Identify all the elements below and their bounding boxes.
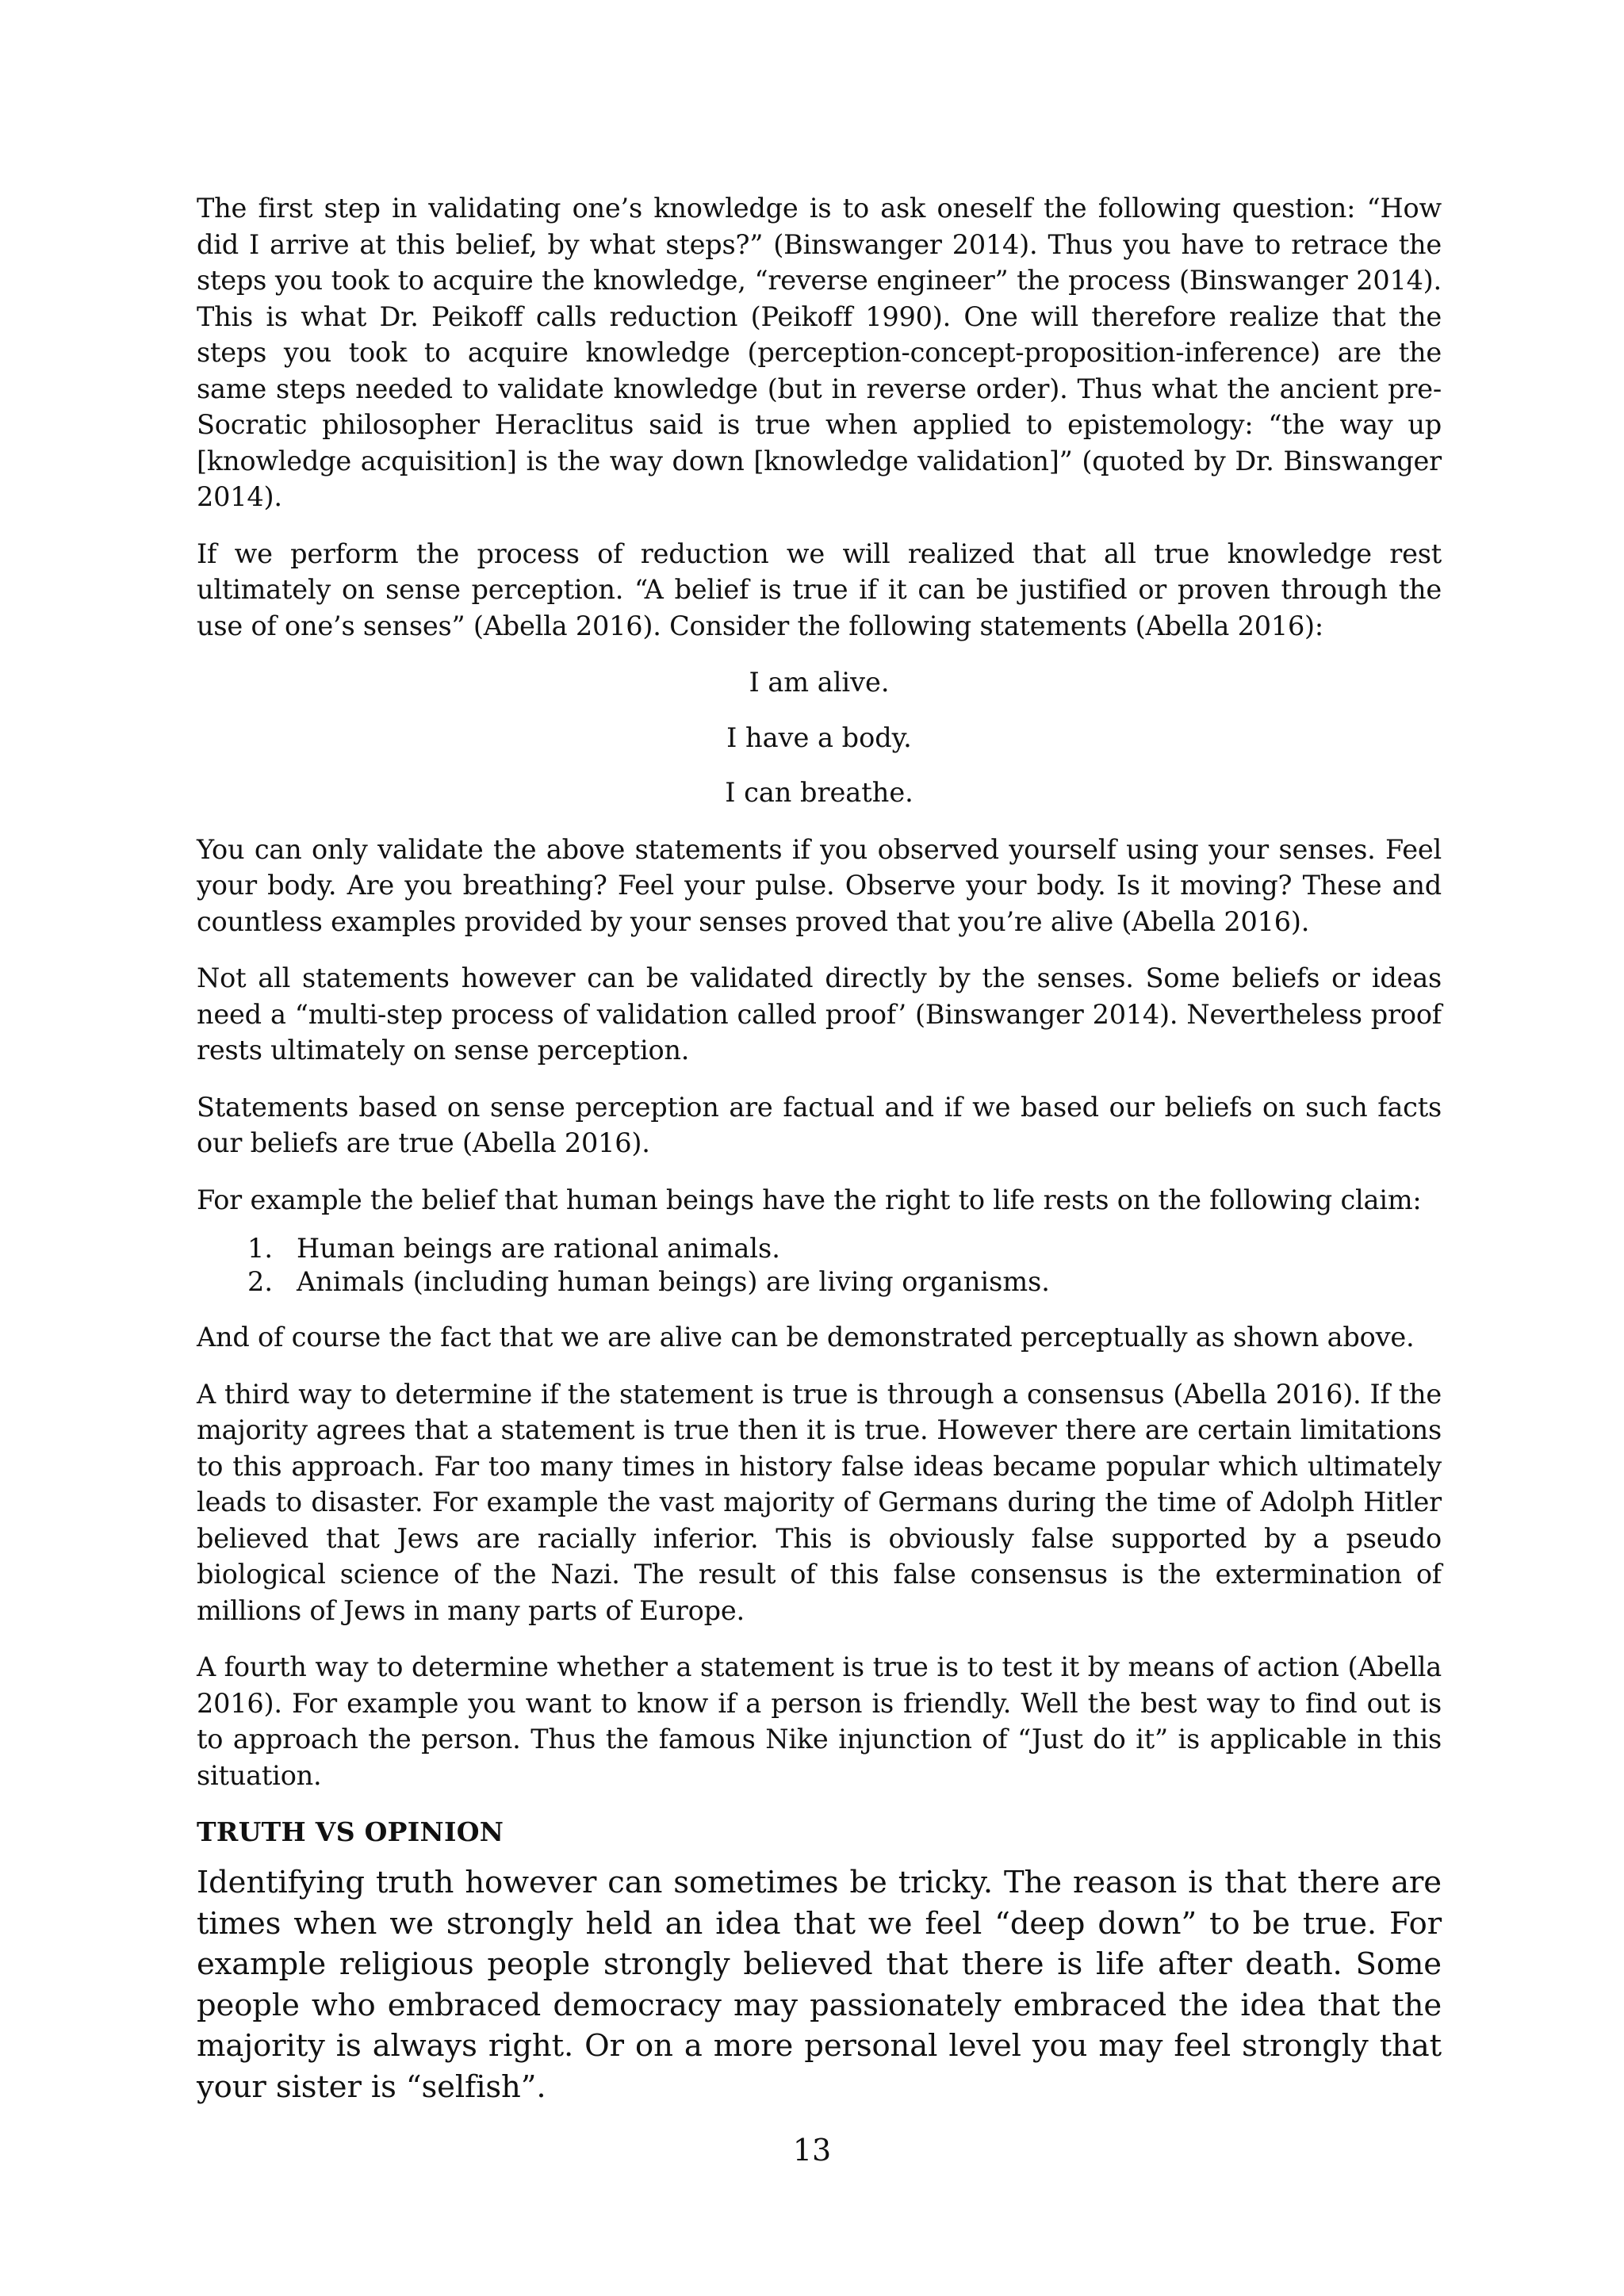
paragraph-identifying-truth: Identifying truth however can sometimes be tricky. The reason is that there are times when we strongly held an idea that we feel “deep down” to be true. For example religious people strongly believed that there is life after death. Some people who embraced democracy may passionately embraced the idea that the majority is always right. Or on a more personal level you may feel strongly that your sister is “selfish”. [197, 1865, 1442, 2105]
paragraph-knowledge-validation: The first step in validating one’s knowledge is to ask oneself the following question: “How did I arrive at this belief, by what steps?” (Binswanger 2014). Thus you have to retrace the steps you took to acquire the knowledge, “reverse engineer” the process (Binswanger 2014). This is what Dr. Peikoff calls reduction (Peikoff 1990). One will therefore realize that the steps you took to acquire knowledge (perception-concept-proposition-inference) are the same steps needed to validate knowledge (but in reverse order). Thus what the ancient pre-Socratic philosopher Heraclitus said is true when applied to epistemology: “the way up [knowledge acquisition] is the way down [knowledge validation]” (quoted by Dr. Binswanger 2014). [197, 193, 1442, 512]
page-number: 13 [792, 2133, 832, 2168]
paragraph-perceptual-demo: And of course the fact that we are alive can be demonstrated perceptually as shown above. [197, 1322, 1415, 1353]
section-heading: TRUTH VS OPINION [197, 1816, 504, 1847]
paragraph-proof: Not all statements however can be validated directly by the senses. Some beliefs or ideas need a “multi-step process of validation called proof’ (Binswanger 2014). Nevertheless proof rests ultimately on sense perception. [197, 962, 1442, 1066]
statement-breathe: I can breathe. [725, 777, 914, 808]
paragraph-factual: Statements based on sense perception are factual and if we based our beliefs on such facts our beliefs are true (Abella 2016). [197, 1091, 1442, 1158]
list-item-number: 1. [247, 1233, 273, 1264]
document-page [197, 190, 1442, 2128]
paragraph-action-test: A fourth way to determine whether a statement is true is to test it by means of action (Abella 2016). For example you want to know if a person is friendly. Well the best way to find out is to approach the person. Thus the famous Nike injunction of “Just do it” is applicable in this situation. [197, 1651, 1442, 1791]
paragraph-right-to-life: For example the belief that human beings have the right to life rests on the following claim: [197, 1184, 1422, 1215]
list-item-number: 2. [247, 1266, 273, 1297]
list-item [247, 1265, 1442, 1299]
paragraph-consensus: A third way to determine if the statement is true is through a consensus (Abella 2016). If the majority agrees that a statement is true then it is true. However there are certain limitations to this approach. Far too many times in history false ideas became popular which ultimately leads to disaster. For example the vast majority of Germans during the time of Adolph Hitler believed that Jews are racially inferior. This is obviously false supported by a pseudo biological science of the Nazi. The result of this false consensus is the extermination of millions of Jews in many parts of Europe. [197, 1378, 1442, 1626]
list-item-text: Human beings are rational animals. [297, 1233, 780, 1264]
paragraph-validate-senses: You can only validate the above statements if you observed yourself using your senses. Feel your body. Are you breathing? Feel your pulse. Observe your body. Is it moving? These and countless examples provided by your senses proved that you’re alive (Abella 2016). [197, 833, 1442, 937]
statement-body: I have a body. [726, 721, 912, 753]
list-item [247, 1232, 1442, 1265]
claims-list [197, 1232, 1442, 1299]
list-item-text: Animals (including human beings) are living organisms. [297, 1266, 1050, 1297]
statement-alive: I am alive. [749, 667, 890, 698]
paragraph-sense-perception: If we perform the process of reduction we will realized that all true knowledge rest ultimately on sense perception. “A belief is true if it can be justified or proven through the use of one’s senses” (Abella 2016). Consider the following statements (Abella 2016): [197, 538, 1442, 641]
